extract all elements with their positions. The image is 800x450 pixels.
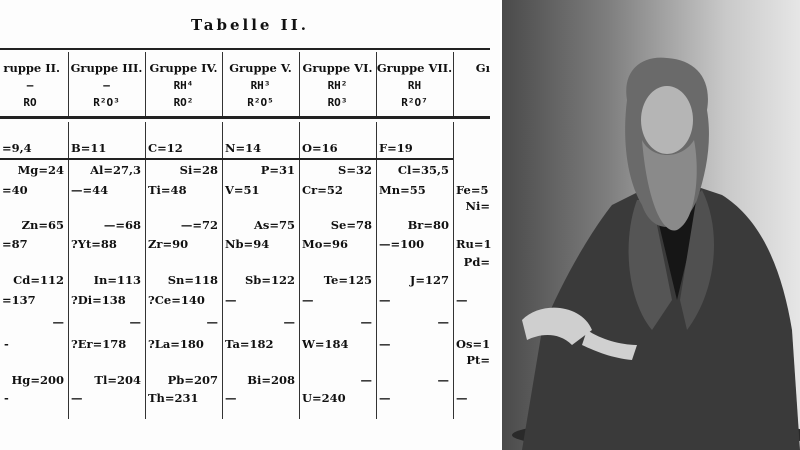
group-header-name: Gruppe VI. [302,61,373,75]
group-header-hydride: — [103,79,110,92]
element-cell: B=11 [71,141,107,155]
element-cell: —=72 [180,218,218,232]
element-cell: =137 [2,293,36,307]
element-cell: Ti=48 [148,183,187,197]
element-cell: Th=231 [148,391,199,405]
element-cell: P=31 [260,163,295,177]
element-cell: C=12 [148,141,183,155]
element-cell: O=16 [302,141,338,155]
group-header-hydride: — [26,79,34,92]
element-cell: — [302,293,314,307]
element-cell: Si=28 [179,163,218,177]
element-cell: Zn=65 [21,218,64,232]
header-rule [0,116,490,119]
group-header-name: Gruppe V. [229,61,292,75]
element-cell: Fe=5 [456,183,489,197]
element-cell: — [456,293,468,307]
element-cell: W=184 [302,337,349,351]
element-cell: In=113 [93,273,141,287]
group-header [145,60,222,111]
group-header [222,60,299,111]
row-rule [0,158,453,160]
group-header [68,60,145,111]
element-cell: ?Er=178 [71,337,127,351]
group-header-name: Gruppe IV. [149,61,218,75]
group-header [0,60,60,111]
element-cell: Nb=94 [225,237,270,251]
element-cell: — [129,315,141,329]
element-cell: Pb=207 [167,373,218,387]
element-cell: Sn=118 [167,273,218,287]
element-cell: U=240 [302,391,346,405]
element-cell: Mo=96 [302,237,349,251]
element-cell: F=19 [379,141,413,155]
element-cell: As=75 [253,218,295,232]
table-title: Tabelle II. [191,16,309,34]
element-cell: =9,4 [2,141,32,155]
group-header-hydride: RH⁴ [173,79,194,92]
group-header-oxide: R²O⁷ [401,96,428,109]
element-cell: - [4,391,9,405]
group-header-oxide: RO [23,96,37,109]
element-cell: — [71,391,83,405]
element-cell: — [360,315,372,329]
element-cell: Pd= [463,255,490,269]
element-cell: ?La=180 [148,337,204,351]
element-cell: J=127 [409,273,449,287]
element-cell: —=100 [379,237,425,251]
element-cell: Tl=204 [94,373,141,387]
group-header-oxide: R²O³ [93,96,120,109]
element-cell: — [52,315,64,329]
element-cell: Te=125 [323,273,372,287]
column-divider [453,122,454,419]
element-cell: — [456,391,468,405]
group-header [299,60,376,111]
element-cell: S=32 [338,163,372,177]
element-cell: — [437,315,449,329]
element-cell: Hg=200 [11,373,64,387]
element-cell: — [379,337,391,351]
element-cell: ?Di=138 [71,293,126,307]
element-cell: — [437,373,449,387]
element-cell: Sb=122 [245,273,295,287]
group-header-hydride: RH² [327,79,348,92]
element-cell: Cl=35,5 [397,163,449,177]
group-header-name: Gruppe VII. [376,61,453,75]
group-header [376,60,453,111]
element-cell: Cr=52 [302,183,343,197]
element-cell: =40 [2,183,28,197]
element-cell: — [225,391,237,405]
group-header-name: Gruppe III. [70,61,143,75]
element-cell: Mg=24 [17,163,64,177]
group-header-hydride: RH³ [250,79,271,92]
element-cell: — [360,373,372,387]
element-cell: ?Yt=88 [71,237,117,251]
group-header-name: Gı [475,61,490,75]
element-cell: Se=78 [330,218,372,232]
element-cell: Ta=182 [225,337,274,351]
element-cell: Cd=112 [13,273,64,287]
portrait-illustration [502,0,800,450]
element-cell: —=44 [71,183,109,197]
element-cell: — [379,391,391,405]
element-cell: — [283,315,295,329]
element-cell: Bi=208 [247,373,295,387]
element-cell: Os=1 [456,337,491,351]
top-rule [0,48,490,50]
element-cell: Mn=55 [379,183,426,197]
group-header-oxide: R²O⁵ [247,96,274,109]
element-cell: —=68 [103,218,141,232]
group-header-oxide: RO³ [327,96,348,109]
element-cell: Pt= [466,353,490,367]
element-cell: - [4,337,9,351]
element-cell: V=51 [225,183,260,197]
element-cell: Br=80 [407,218,449,232]
element-cell: Ni= [465,199,490,213]
element-cell: — [206,315,218,329]
group-header [453,60,490,77]
element-cell: Ru=1 [456,237,492,251]
element-cell: N=14 [225,141,262,155]
element-cell: — [225,293,237,307]
element-cell: ?Ce=140 [148,293,205,307]
element-cell: — [379,293,391,307]
group-header-name: ruppe II. [3,61,60,75]
portrait-photo [502,0,800,450]
element-cell: =87 [2,237,28,251]
element-cell: Zr=90 [148,237,189,251]
group-header-hydride: RH [407,79,422,92]
element-cell: Al=27,3 [90,163,141,177]
group-header-oxide: RO² [173,96,194,109]
